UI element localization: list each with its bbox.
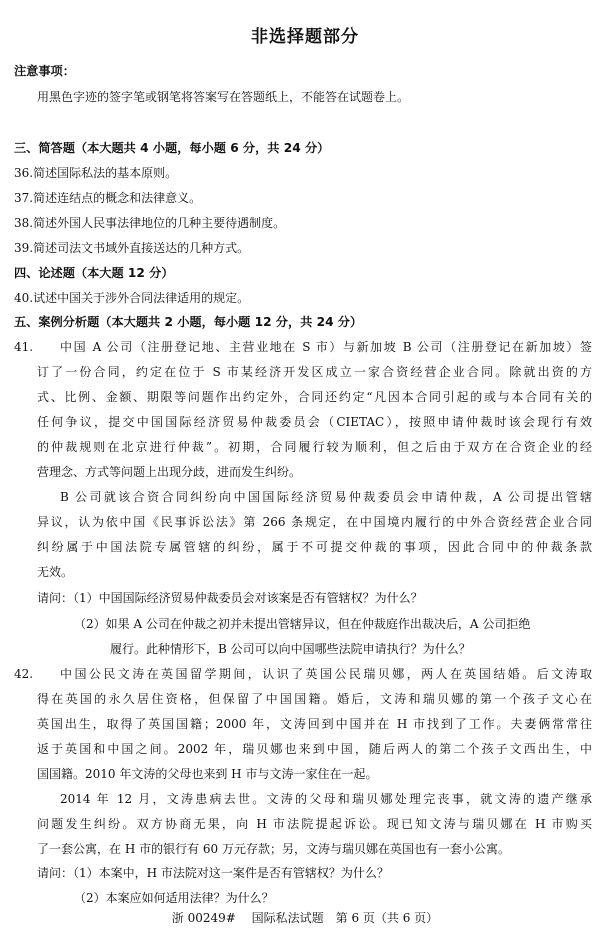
- q42-paragraph1-line: 返于英国和中国之间。2002 年，瑞贝娜也来到中国，随后两人的第二个孩子文西出生，中: [37, 742, 592, 756]
- question-40: 40.试述中国关于涉外合同法律适用的规定。: [14, 291, 250, 305]
- q41-paragraph1-line: 的仲裁规则在北京进行仲裁”。初期，合同履行较为顺利，但之后由于双方在合资企业的经: [37, 440, 592, 454]
- notice-heading: 注意事项：: [14, 64, 75, 78]
- q41-paragraph2-line: 无效。: [37, 565, 74, 579]
- question-36: 36.简述国际私法的基本原则。: [14, 166, 178, 180]
- section5-heading: 五、案例分析题（本大题共 2 小题，每小题 12 分，共 24 分）: [14, 315, 363, 329]
- q42-paragraph1-line: 英国出生，取得了英国国籍；2000 年，文涛回到中国并在 H 市找到了工作。夫妻俩常常往: [37, 717, 592, 731]
- q42-paragraph2-line: 2014 年 12 月，文涛患病去世。文涛的父母和瑞贝娜处理完丧事，就文涛的遗产继承: [60, 792, 592, 806]
- q41-paragraph2-line: 异议，认为依中国《民事诉讼法》第 266 条规定，在中国境内履行的中外合资经营企业合同: [37, 515, 592, 529]
- q42-paragraph1-line: 中国公民文涛在英国留学期间，认识了英国公民瑞贝娜，两人在英国结婚。后文涛取: [60, 667, 592, 681]
- page-title: 非选择题部分: [251, 27, 359, 47]
- page-footer: 浙 00249# 国际私法试题 第 6 页（共 6 页）: [171, 911, 439, 925]
- question-42-number: 42.: [14, 667, 34, 681]
- question-38: 38.简述外国人民事法律地位的几种主要待遇制度。: [14, 216, 286, 230]
- q41-paragraph2-line: B 公司就该合资合同纠纷向中国国际经济贸易仲裁委员会申请仲裁，A 公司提出管辖: [60, 490, 592, 504]
- q41-paragraph1-line: 营理念、方式等问题上出现分歧，进而发生纠纷。: [37, 465, 302, 479]
- q42-paragraph1-line: 得在英国的永久居住资格，但保留了中国国籍。婚后，文涛和瑞贝娜的第一个孩子文心在: [37, 692, 592, 706]
- q41-paragraph1-line: 中国 A 公司（注册登记地、主营业地在 S 市）与新加坡 B 公司（注册登记在新加坡）签: [60, 340, 592, 354]
- q42-paragraph2-line: 问题发生纠纷。双方协商无果，向 H 市法院提起诉讼。现已知文涛与瑞贝娜在 H 市购买: [37, 817, 592, 831]
- q41-paragraph2-line: 纠纷属于中国法院专属管辖的纠纷，属于不可提交仲裁的事项，因此合同中的仲裁条款: [37, 540, 592, 554]
- question-39: 39.简述司法文书域外直接送达的几种方式。: [14, 241, 250, 255]
- q41-ask-2a: （2）如果 A 公司在仲裁之初并未提出管辖异议，但在仲裁庭作出裁决后，A 公司拒绝: [74, 617, 531, 631]
- notice-text: 用黑色字迹的签字笔或钢笔将答案写在答题纸上，不能答在试题卷上。: [37, 90, 410, 104]
- q41-ask-2b: 履行。此种情形下，B 公司可以向中国哪些法院申请执行？为什么？: [110, 642, 471, 656]
- q41-paragraph1-line: 订了一份合同，约定在位于 S 市某经济开发区成立一家合资经营企业合同。除就出资的方: [37, 365, 592, 379]
- question-37: 37.简述连结点的概念和法律意义。: [14, 191, 202, 205]
- q42-paragraph1-line: 国国籍。2010 年文涛的父母也来到 H 市与文涛一家住在一起。: [37, 767, 378, 781]
- q41-paragraph1-line: 式、比例、金额、期限等问题作出约定外，合同还约定“凡因本合同引起的或与本合同有关的: [37, 390, 592, 404]
- section3-heading: 三、简答题（本大题共 4 小题，每小题 6 分，共 24 分）: [14, 141, 330, 155]
- q42-paragraph2-line: 了一套公寓，在 H 市的银行有 60 万元存款；另，文涛与瑞贝娜在英国也有一套小公寓。: [37, 842, 510, 856]
- section4-heading: 四、论述题（本大题 12 分）: [14, 266, 174, 280]
- q41-paragraph1-line: 任何争议，提交中国国际经济贸易仲裁委员会（CIETAC），按照申请仲裁时该会现行有效: [37, 415, 592, 429]
- q41-ask-1: 请问：（1）中国国际经济贸易仲裁委员会对该案是否有管辖权？为什么？: [37, 591, 423, 605]
- q42-ask-1: 请问：（1）本案中，H 市法院对这一案件是否有管辖权？为什么？: [37, 866, 389, 880]
- q42-ask-2: （2）本案应如何适用法律？为什么？: [74, 891, 274, 905]
- question-41-number: 41.: [14, 340, 34, 354]
